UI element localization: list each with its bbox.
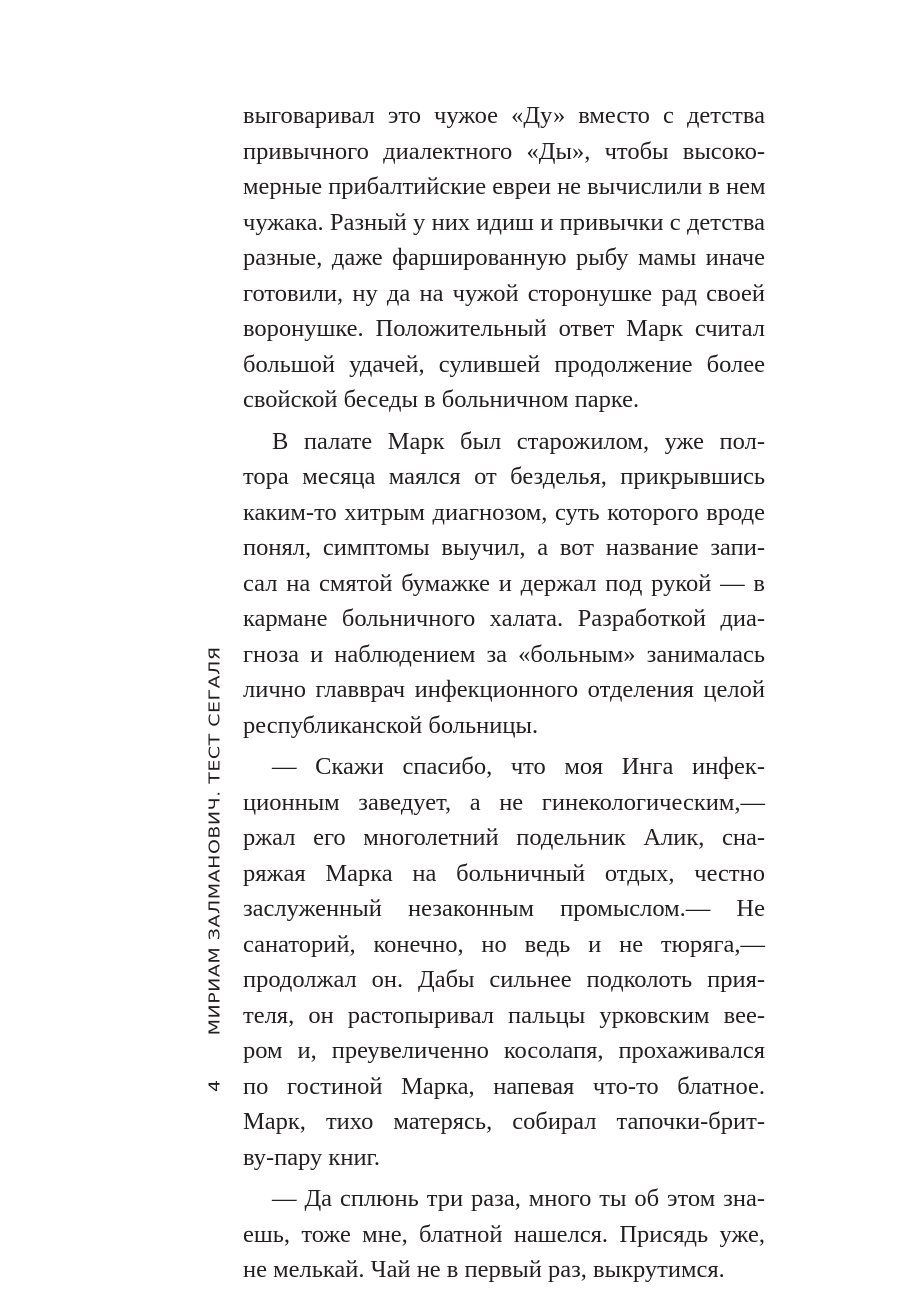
text-line: каким-то хитрым диагнозом, суть которого вроде	[243, 498, 765, 526]
text-line: сал на смятой бумажке и держал под рукой — в	[243, 569, 765, 597]
text-line: ряжая Марка на больничный отдых, честно	[243, 859, 765, 887]
text-line: продолжал он. Дабы сильнее подколоть прия-	[243, 966, 765, 993]
text-line: чужака. Разный у них идиш и привычки с детства	[243, 208, 765, 236]
paragraph	[243, 424, 765, 744]
text-line: свойской беседы в больничном парке.	[243, 386, 640, 413]
text-line: понял, симптомы выучил, а вот название запи-	[243, 534, 765, 561]
text-line: ром и, преувеличенно косолапя, прохаживался	[243, 1037, 765, 1064]
text-line: — Скажи спасибо, что моя Инга инфек-	[272, 753, 765, 780]
text-line: привычного диалектного «Ды», чтобы высоко-	[243, 137, 765, 165]
page-number: 4	[206, 1079, 224, 1092]
text-line: не мелькай. Чай не в первый раз, выкрутимся.	[243, 1256, 725, 1283]
text-line: ржал его многолетний подельник Алик, сна-	[243, 824, 765, 851]
text-line: ционным заведует, а не гинекологическим,—	[243, 788, 765, 816]
text-line: мерные прибалтийские евреи не вычислили в нем	[243, 173, 766, 200]
text-line: санаторий, конечно, но ведь и не тюряга,—	[243, 930, 765, 958]
paragraph	[243, 749, 765, 1175]
text-line: разные, даже фаршированную рыбу мамы иначе	[243, 244, 765, 271]
text-line: выговаривал это чужое «Ду» вместо с детства	[243, 102, 765, 129]
text-line: тора месяца маялся от безделья, прикрывшись	[243, 463, 765, 490]
text-line: готовили, ну да на чужой сторонушке рад своей	[243, 279, 765, 307]
text-line: кармане больничного халата. Разработкой диа-	[243, 605, 765, 632]
paragraph	[243, 1181, 765, 1288]
text-line: заслуженный незаконным промыслом.— Не	[243, 895, 765, 922]
text-line: гноза и наблюдением за «больным» занималась	[243, 640, 765, 668]
text-line: ешь, тоже мне, блатной нашелся. Присядь уже,	[243, 1220, 765, 1248]
body-text	[243, 98, 765, 1294]
text-line: ву-пару книг.	[243, 1143, 380, 1171]
text-line: теля, он растопыривал пальцы урковским вее-	[243, 1001, 765, 1029]
text-line: Марк, тихо матерясь, собирал тапочки-брит-	[243, 1108, 765, 1135]
paragraph	[243, 98, 765, 418]
text-line: — Да сплюнь три раза, много ты об этом зна-	[272, 1185, 765, 1212]
text-line: республиканской больницы.	[243, 711, 539, 739]
text-line: большой удачей, сулившей продолжение более	[243, 350, 765, 378]
text-line: В палате Марк был старожилом, уже пол-	[272, 427, 765, 455]
running-head	[206, 646, 223, 1092]
text-line: воронушке. Положительный ответ Марк считал	[243, 315, 765, 342]
text-line: лично главврач инфекционного отделения целой	[243, 676, 765, 703]
running-head-title: МИРИАМ ЗАЛМАНОВИЧ. ТЕСТ СЕГАЛЯ	[206, 646, 224, 1036]
text-line: по гостиной Марка, напевая что-то блатное.	[243, 1072, 765, 1100]
